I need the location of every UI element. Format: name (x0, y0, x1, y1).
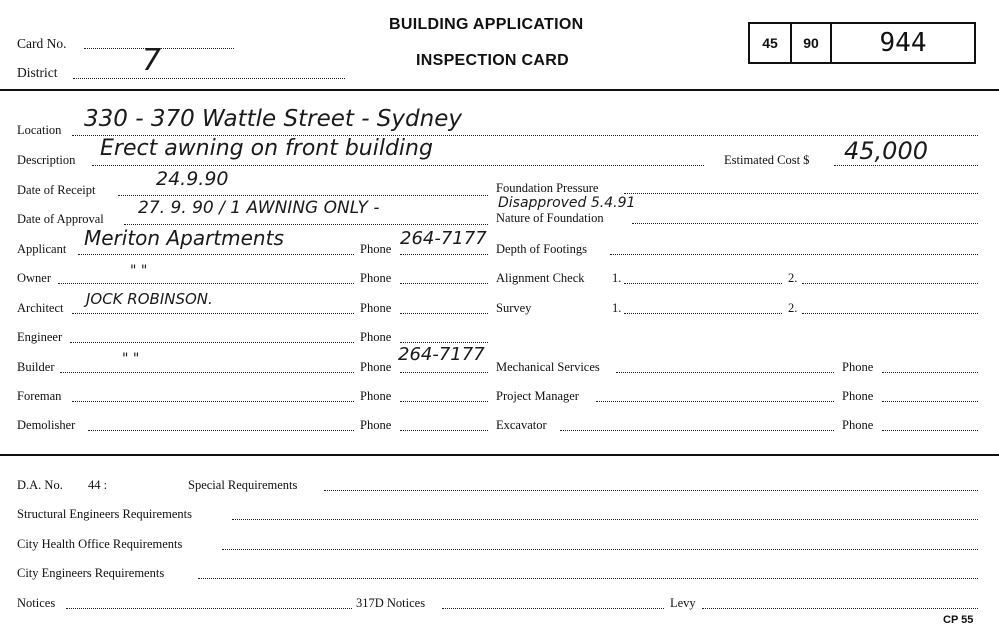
district-field (73, 78, 345, 79)
notices-317d-label: 317D Notices (356, 596, 426, 610)
date-receipt-field (118, 195, 488, 196)
nature-foundation-label: Nature of Foundation (496, 211, 604, 225)
notices-field (66, 608, 352, 609)
levy-field (702, 608, 978, 609)
owner-label: Owner (17, 271, 52, 285)
applicant-phone-value: 264-7177 (400, 228, 487, 249)
district-label: District (17, 65, 58, 80)
structural-requirements-field (232, 519, 978, 520)
alignment-num1: 1. (612, 271, 622, 285)
description-field (92, 165, 704, 166)
structural-requirements-label: Structural Engineers Requirements (17, 507, 192, 521)
architect-value: JOCK ROBINSON. (86, 290, 213, 308)
owner-phone-field (400, 283, 488, 284)
alignment-label: Alignment Check (496, 271, 585, 285)
depth-footings-label: Depth of Footings (496, 242, 587, 256)
alignment-field-1 (624, 283, 782, 284)
foreman-phone-field (400, 401, 488, 402)
mechanical-phone-field (882, 372, 978, 373)
architect-label: Architect (17, 301, 64, 315)
description-value: Erect awning on front building (100, 136, 433, 161)
notices-label: Notices (17, 596, 56, 610)
survey-num1: 1. (612, 301, 622, 315)
applicant-phone-field (400, 254, 488, 255)
excavator-phone-label: Phone (842, 418, 874, 432)
mechanical-phone-label: Phone (842, 360, 874, 374)
excavator-phone-field (882, 430, 978, 431)
levy-label: Levy (670, 596, 696, 610)
demolisher-field (88, 430, 354, 431)
foundation-note: Disapproved 5.4.91 (498, 195, 636, 211)
project-manager-field (596, 401, 834, 402)
owner-phone-label: Phone (360, 271, 392, 285)
foreman-field (72, 401, 354, 402)
project-manager-phone-field (882, 401, 978, 402)
description-label: Description (17, 153, 76, 167)
estimated-cost-field (834, 165, 978, 166)
title-line2: INSPECTION CARD (416, 52, 569, 69)
code-c: 944 (879, 28, 927, 58)
excavator-field (560, 430, 834, 431)
date-receipt-value: 24.9.90 (156, 168, 229, 190)
date-receipt-label: Date of Receipt (17, 183, 96, 197)
engineer-field (70, 342, 354, 343)
survey-field-1 (624, 313, 782, 314)
builder-field (60, 372, 354, 373)
alignment-num2: 2. (788, 271, 798, 285)
excavator-label: Excavator (496, 418, 547, 432)
title-line1: BUILDING APPLICATION (389, 16, 584, 33)
demolisher-label: Demolisher (17, 418, 76, 432)
estimated-cost-label: Estimated Cost $ (724, 153, 810, 167)
applicant-value: Meriton Apartments (84, 226, 284, 250)
card-code-box (748, 22, 976, 64)
form-code: CP 55 (943, 614, 974, 626)
code-a: 45 (762, 35, 778, 51)
survey-field-2 (802, 313, 978, 314)
district-value: 7 (142, 43, 162, 78)
mechanical-field (616, 372, 834, 373)
foundation-pressure-label: Foundation Pressure (496, 181, 599, 195)
applicant-phone-label: Phone (360, 242, 392, 256)
engineer-phone-field (400, 342, 488, 343)
engineer-phone-label: Phone (360, 330, 392, 344)
builder-phone-label: Phone (360, 360, 392, 374)
da-label: D.A. No. (17, 478, 63, 492)
demolisher-phone-field (400, 430, 488, 431)
architect-field (72, 313, 354, 314)
applicant-label: Applicant (17, 242, 67, 256)
survey-num2: 2. (788, 301, 798, 315)
builder-phone-field (400, 372, 488, 373)
special-requirements-label: Special Requirements (188, 478, 298, 492)
notices-317d-field (442, 608, 664, 609)
builder-value: " " (122, 351, 140, 367)
mechanical-label: Mechanical Services (496, 360, 600, 374)
builder-label: Builder (17, 360, 55, 374)
applicant-field (78, 254, 354, 255)
requirements-divider (0, 454, 999, 456)
card-no-label: Card No. (17, 36, 67, 51)
survey-label: Survey (496, 301, 532, 315)
builder-phone-value: 264-7177 (398, 344, 485, 365)
engineers-requirements-label: City Engineers Requirements (17, 566, 165, 580)
health-requirements-field (222, 549, 978, 550)
da-value: 44 : (88, 478, 108, 492)
special-requirements-field (324, 490, 978, 491)
location-label: Location (17, 123, 62, 137)
demolisher-phone-label: Phone (360, 418, 392, 432)
project-manager-label: Project Manager (496, 389, 579, 403)
foundation-pressure-field (624, 193, 978, 194)
header-divider (0, 89, 999, 91)
owner-field (58, 283, 354, 284)
estimated-cost-value: 45,000 (844, 137, 928, 165)
alignment-field-2 (802, 283, 978, 284)
architect-phone-field (400, 313, 488, 314)
architect-phone-label: Phone (360, 301, 392, 315)
engineers-requirements-field (198, 578, 978, 579)
depth-footings-field (610, 254, 978, 255)
owner-value: " " (130, 263, 148, 279)
health-requirements-label: City Health Office Requirements (17, 537, 183, 551)
code-b: 90 (803, 35, 819, 51)
foreman-label: Foreman (17, 389, 62, 403)
project-manager-phone-label: Phone (842, 389, 874, 403)
location-value: 330 - 370 Wattle Street - Sydney (84, 106, 462, 132)
date-approval-field (124, 224, 488, 225)
nature-foundation-field (632, 223, 978, 224)
date-approval-label: Date of Approval (17, 212, 104, 226)
engineer-label: Engineer (17, 330, 63, 344)
date-approval-value: 27. 9. 90 / 1 AWNING ONLY - (138, 198, 380, 218)
foreman-phone-label: Phone (360, 389, 392, 403)
